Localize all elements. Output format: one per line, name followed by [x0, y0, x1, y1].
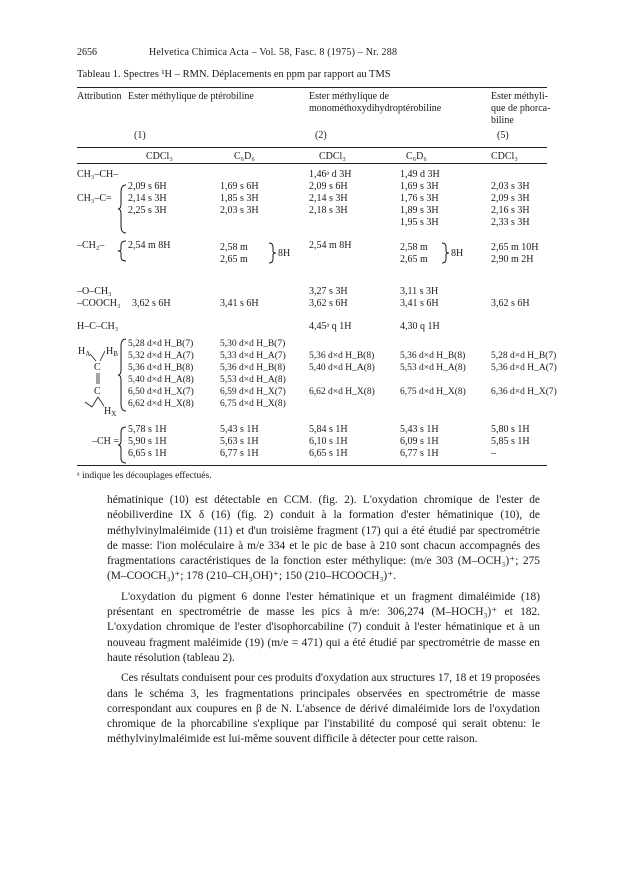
- table-bottom-rule: [77, 465, 547, 466]
- vinyl-c1-label: C: [94, 362, 101, 373]
- cell-m1-c4: 5,43 s 1H: [400, 424, 439, 435]
- cell-v4-c1: 5,40 d×d H_A(8): [128, 375, 194, 385]
- vinyl-skeleton-drawing: [78, 344, 122, 440]
- cell-r8-c5: 3,62 s 6H: [491, 298, 530, 309]
- cell-r2-c2: 1,69 s 6H: [220, 181, 259, 192]
- cell-m3-c3: 6,65 s 1H: [309, 448, 348, 459]
- cell-v5-c5: 6,36 d×d H_X(7): [491, 387, 557, 397]
- cell-m2-c4: 6,09 s 1H: [400, 436, 439, 447]
- vinyl-ha-label: $H_A$: [78, 346, 91, 358]
- cell-v5-c3: 6,62 d×d H_X(8): [309, 387, 375, 397]
- cell-r8-c3: 3,62 s 6H: [309, 298, 348, 309]
- table-caption: Tableau 1. Spectres ¹H – RMN. Déplacements en ppm par rapport au TMS: [77, 69, 391, 80]
- cell-v4-c2: 5,53 d×d H_A(8): [220, 375, 286, 385]
- attr-ch3ch: CH₃–CH–: [77, 169, 119, 180]
- cell-m2-c1: 5,90 s 1H: [128, 436, 167, 447]
- col-phorca-a: Ester méthyli-: [491, 91, 548, 102]
- solvent-1: CDCl₃: [146, 151, 173, 162]
- cell-m3-c5: –: [491, 448, 496, 459]
- cell-r9-c3: 4,45ᵃ q 1H: [309, 321, 352, 332]
- brace-ch2-c4: [441, 242, 449, 264]
- cell-r1-c3: 1,46ᵃ d 3H: [309, 169, 352, 180]
- cell-m3-c2: 6,77 s 1H: [220, 448, 259, 459]
- cell-r4-c3: 2,18 s 3H: [309, 205, 348, 216]
- body-text: [107, 493, 540, 748]
- col-phorca-c: biline: [491, 115, 514, 126]
- cell-r2-c1: 2,09 s 6H: [128, 181, 167, 192]
- table-footnote: ᵃ indique les découplages effectués.: [77, 471, 212, 481]
- compound-1: (1): [134, 130, 146, 141]
- cell-v5-c1: 6,50 d×d H_X(7): [128, 387, 194, 397]
- vinyl-hx-label: $H_X$: [104, 406, 117, 418]
- cell-r3-c3: 2,14 s 3H: [309, 193, 348, 204]
- cell-r7-c3: 3,27 s 3H: [309, 286, 348, 297]
- paragraph-1: hématinique (10) est détectable en CCM. (fig. 2). L'oxydation chromique de l'ester de néobiliverdine IX δ (16) (fig. 2) conduit à la formation d'ester hématinique (10), de méthylvinylmaléimide (11) et d'un troisième fragment (17) qui a été étudié par spectrométrie de masse: l'ion moléculaire à m/e 334 et le pic de base à 210 sont chacun accompagnés des fragmentations caractéristiques de la fonction ester méthylique: (m/e 303 (M–OCH₃)⁺; 275 (M–COOCH₃)⁺; 178 (210–CH₃OH)⁺; 150 (210–HCOOCH₃)⁺.: [107, 494, 540, 583]
- brace-ch: [118, 426, 128, 464]
- table-header-rule: [77, 147, 547, 148]
- paragraph-3: Ces résultats conduisent pour ces produits d'oxydation aux structures 17, 18 et 19 proposées dans le schéma 3, les fragmentations principales observées en spectrométrie de masse correspondant aux coupures en β de N. L'absence de dérivé dimaléimide lors de l'oxydation chromique de la phorcabiline s'explique par l'instabilité du composé qui serait obtenu: le méthylvinylmaléimide est lui-même souvent difficile à détecter pour cette raison.: [107, 672, 541, 746]
- cell-v3-c1: 5,36 d×d H_B(8): [128, 363, 194, 373]
- cell-m3-c4: 6,77 s 1H: [400, 448, 439, 459]
- attr-ch: –CH =: [92, 436, 120, 447]
- cell-v3-c5: 5,36 d×d H_A(7): [491, 363, 557, 373]
- cell-r6-c4a: 2,58 m: [400, 242, 428, 253]
- col-pterobiline: Ester méthylique de ptérobiline: [128, 91, 254, 102]
- cell-r7-c4: 3,11 s 3H: [400, 286, 439, 297]
- cell-r3-c2: 1,85 s 3H: [220, 193, 259, 204]
- brace-ch2-c2: [268, 242, 276, 264]
- cell-v2-c2: 5,33 d×d H_A(7): [220, 351, 286, 361]
- brace-ch3c: [118, 184, 128, 234]
- compound-2: (2): [315, 130, 327, 141]
- cell-v2-c3: 5,36 d×d H_B(8): [309, 351, 375, 361]
- cell-v5-c4: 6,75 d×d H_X(8): [400, 387, 466, 397]
- cell-v6-c1: 6,62 d×d H_X(8): [128, 399, 194, 409]
- solvent-5: CDCl₃: [491, 151, 518, 162]
- cell-r4-c5: 2,16 s 3H: [491, 205, 530, 216]
- cell-v5-c2: 6,59 d×d H_X(7): [220, 387, 286, 397]
- vinyl-hb-label: $H_B$: [106, 346, 118, 358]
- cell-r3-c5: 2,09 s 3H: [491, 193, 530, 204]
- cell-v2-c1: 5,32 d×d H_A(7): [128, 351, 194, 361]
- cell-r6-c2a: 2,58 m: [220, 242, 248, 253]
- attr-hcch3: H–C–CH₃: [77, 321, 119, 332]
- compound-5: (5): [497, 130, 509, 141]
- page-number: 2656: [77, 47, 97, 58]
- table-solvent-rule: [77, 163, 547, 164]
- brace-ch2: [118, 240, 128, 262]
- brace-vinyl: [118, 338, 128, 412]
- cell-r2-c3: 2,09 s 6H: [309, 181, 348, 192]
- col-mono-a: Ester méthylique de: [309, 91, 389, 102]
- cell-r6-c5b: 2,90 m 2H: [491, 254, 534, 265]
- running-header: [77, 47, 547, 61]
- cell-m2-c3: 6,10 s 1H: [309, 436, 348, 447]
- cell-r3-c1: 2,14 s 3H: [128, 193, 167, 204]
- cell-r4-c4: 1,89 s 3H: [400, 205, 439, 216]
- cell-v3-c3: 5,40 d×d H_A(8): [309, 363, 375, 373]
- vinyl-c2-label: C: [94, 386, 101, 397]
- table-top-rule: [77, 87, 547, 88]
- solvent-3: CDCl₃: [319, 151, 346, 162]
- cell-v6-c2: 6,75 d×d H_X(8): [220, 399, 286, 409]
- cell-r4-c2: 2,03 s 3H: [220, 205, 259, 216]
- cell-r5-c5: 2,33 s 3H: [491, 217, 530, 228]
- cell-m1-c2: 5,43 s 1H: [220, 424, 259, 435]
- cell-m2-c5: 5,85 s 1H: [491, 436, 530, 447]
- cell-r6-c4n: 8H: [451, 248, 464, 259]
- solvent-2: C₆D₆: [234, 151, 255, 162]
- paragraph-2: L'oxydation du pigment 6 donne l'ester hématinique et un fragment dimaléimide (18) présentant en spectrométrie de masse les pics à m/e: 306,274 (M–HOCH₃)⁺ et 182. L'oxydation chromique de l'ester d'isophorcabiline (7) conduit à l'ester hématinique et à un nouveau fragment maléimide (19) (m/e = 471) qui a été étudié par spectrométrie de masse en haute résolution (tableau 2).: [107, 590, 540, 664]
- cell-v2-c4: 5,36 d×d H_B(8): [400, 351, 466, 361]
- cell-r5-c4: 1,95 s 3H: [400, 217, 439, 228]
- cell-m1-c1: 5,78 s 1H: [128, 424, 167, 435]
- cell-v3-c2: 5,36 d×d H_B(8): [220, 363, 286, 373]
- attr-och3: –O–CH₃: [77, 286, 112, 297]
- cell-r6-c3: 2,54 m 8H: [309, 240, 352, 251]
- cell-m1-c5: 5,80 s 1H: [491, 424, 530, 435]
- cell-r9-c4: 4,30 q 1H: [400, 321, 440, 332]
- cell-m1-c3: 5,84 s 1H: [309, 424, 348, 435]
- cell-m3-c1: 6,65 s 1H: [128, 448, 167, 459]
- attr-ch3c: CH₃–C=: [77, 193, 112, 204]
- cell-r8-c1: 3,62 s 6H: [132, 298, 171, 309]
- cell-r3-c4: 1,76 s 3H: [400, 193, 439, 204]
- col-mono-b: monométhoxydihydroptérobiline: [309, 103, 442, 114]
- cell-r6-c4b: 2,65 m: [400, 254, 428, 265]
- cell-r6-c2b: 2,65 m: [220, 254, 248, 265]
- cell-r8-c2: 3,41 s 6H: [220, 298, 259, 309]
- attr-cooch3: –COOCH₃: [77, 298, 121, 309]
- attr-ch2: –CH₂–: [77, 240, 105, 251]
- cell-r4-c1: 2,25 s 3H: [128, 205, 167, 216]
- cell-v1-c1: 5,28 d×d H_B(7): [128, 339, 194, 349]
- cell-r2-c5: 2,03 s 3H: [491, 181, 530, 192]
- cell-v2-c5: 5,28 d×d H_B(7): [491, 351, 557, 361]
- journal-title: Helvetica Chimica Acta – Vol. 58, Fasc. 8 (1975) – Nr. 288: [149, 47, 398, 58]
- cell-r1-c4: 1,49 d 3H: [400, 169, 440, 180]
- solvent-4: C₆D₆: [406, 151, 427, 162]
- cell-v3-c4: 5,53 d×d H_A(8): [400, 363, 466, 373]
- cell-v1-c2: 5,30 d×d H_B(7): [220, 339, 286, 349]
- cell-r6-c1: 2,54 m 8H: [128, 240, 171, 251]
- cell-r6-c5a: 2,65 m 10H: [491, 242, 539, 253]
- cell-r6-c2n: 8H: [278, 248, 291, 259]
- col-phorca-b: que de phorca-: [491, 103, 551, 114]
- col-attribution: Attribution: [77, 91, 122, 102]
- cell-r2-c4: 1,69 s 3H: [400, 181, 439, 192]
- cell-m2-c2: 5,63 s 1H: [220, 436, 259, 447]
- cell-r8-c4: 3,41 s 6H: [400, 298, 439, 309]
